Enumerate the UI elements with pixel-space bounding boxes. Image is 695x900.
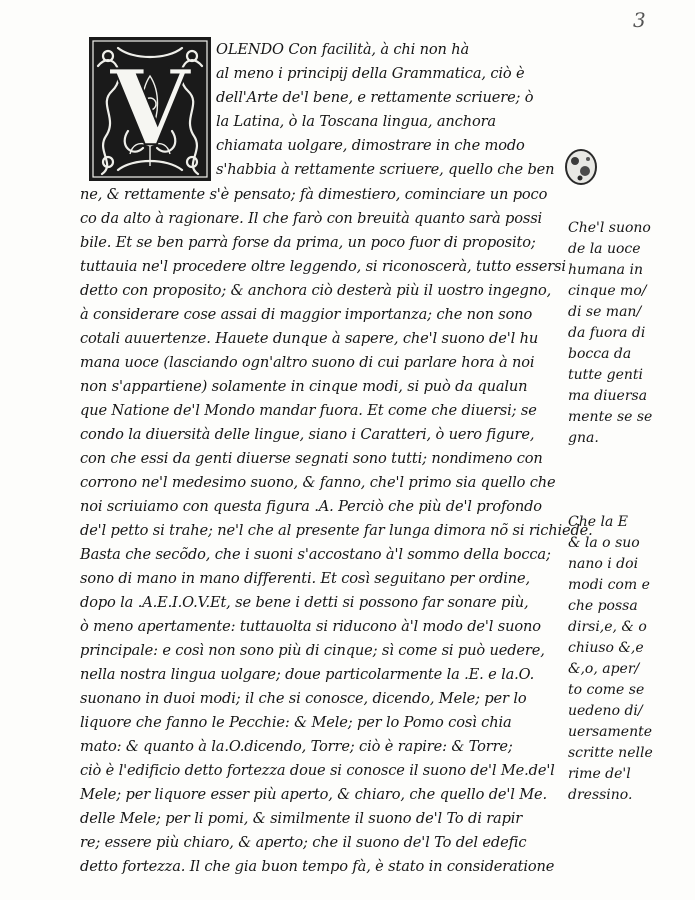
text-line: sono di mano in mano differenti. Et così seguitano per ordine, <box>80 570 531 587</box>
margin-note-line: chiuso &,e <box>568 640 644 656</box>
margin-note-line: cinque mo/ <box>568 283 647 299</box>
text-line: à considerare cose assai di maggior importanza; che non sono <box>80 306 533 323</box>
initial-letter-glyph: V <box>109 46 191 169</box>
margin-note-line: Che'l suono <box>568 220 651 236</box>
text-line: chiamata uolgare, dimostrare in che modo <box>216 137 525 154</box>
margin-note-line: bocca da <box>568 346 632 362</box>
margin-note-line: gna. <box>568 430 599 446</box>
text-line: mana uoce (lasciando ogn'altro suono di cui parlare hora à noi <box>80 354 535 371</box>
text-line: noi scriuiamo con questa figura .A. Perciò che più de'l profondo <box>80 498 542 515</box>
margin-note-line: humana in <box>568 262 643 278</box>
text-line: dopo la .A.E.I.O.V.Et, se bene i detti si possono far sonare più, <box>80 594 529 611</box>
margin-note-line: tutte genti <box>568 367 643 383</box>
text-line: con che essi da genti diuerse segnati sono tutti; nondimeno con <box>80 450 543 467</box>
text-line: al meno i principij della Grammatica, ciò è <box>216 65 525 82</box>
text-line: dell'Arte de'l bene, e rettamente scriuere; ò <box>216 89 534 106</box>
text-line: cotali auuertenze. Hauete dunque à sapere, che'l suono de'l hu <box>80 330 539 347</box>
text-line: la Latina, ò la Toscana lingua, anchora <box>216 113 496 130</box>
margin-note-line: rime de'l <box>568 766 631 782</box>
margin-note-line: mente se se <box>568 409 653 425</box>
text-line: OLENDO Con facilità, à chi non hà <box>216 41 470 58</box>
margin-note-line: da fuora di <box>568 325 646 341</box>
text-line: detto fortezza. Il che gia buon tempo fà, è stato in consideratione <box>80 858 555 875</box>
text-line: ciò è l'edificio detto fortezza doue si conosce il suono de'l Me.de'l <box>80 762 555 779</box>
text-line: co da alto à ragionare. Il che farò con breuità quanto sarà possi <box>80 210 543 227</box>
margin-note-line: Che la E <box>568 514 628 530</box>
text-line: ne, & rettamente s'è pensato; fà dimestiero, cominciare un poco <box>80 186 548 203</box>
text-line: ò meno apertamente: tuttauolta si riducono à'l modo de'l suono <box>80 618 541 635</box>
text-line: detto con proposito; & anchora ciò desterà più il uostro ingegno, <box>80 282 552 299</box>
margin-note-line: &,o, aper/ <box>568 661 640 677</box>
margin-note-line: to come se <box>568 682 645 698</box>
margin-note-line: scritte nelle <box>568 745 653 761</box>
text-line: nella nostra lingua uolgare; doue particolarmente la .E. e la.O. <box>80 666 535 683</box>
margin-note-line: che possa <box>568 598 638 614</box>
text-line: suonano in duoi modi; il che si conosce, dicendo, Mele; per lo <box>80 690 527 707</box>
decorated-initial-letter <box>88 36 212 182</box>
margin-note-line: uersamente <box>568 724 653 740</box>
margin-note-line: uedeno di/ <box>568 703 643 719</box>
text-line: mato: & quanto à la.O.dicendo, Torre; ciò è rapire: & Torre; <box>80 738 513 755</box>
text-line: bile. Et se ben parrà forse da prima, un poco fuor di proposito; <box>80 234 536 251</box>
text-line: condo la diuersità delle lingue, siano i Caratteri, ò uero figure, <box>80 426 535 443</box>
margin-note-line: nano i doi <box>568 556 639 572</box>
woodcut-initial-image <box>88 36 212 182</box>
text-line: liquore che fanno le Pecchie: & Mele; per lo Pomo così chia <box>80 714 512 731</box>
text-line: corrono ne'l medesimo suono, & fanno, che'l primo sia quello che <box>80 474 556 491</box>
text-line: s'habbia à rettamente scriuere, quello che ben <box>216 161 555 178</box>
margin-note-line: de la uoce <box>568 241 641 257</box>
text-line: delle Mele; per li pomi, & similmente il suono de'l To di rapir <box>80 810 523 827</box>
page-number: 3 <box>633 8 646 32</box>
text-line: que Natione de'l Mondo mandar fuora. Et come che diuersi; se <box>80 402 537 419</box>
ink-blot-stain <box>563 147 599 187</box>
margin-note-line: dirsi,e, & o <box>568 619 647 635</box>
text-line: non s'appartiene) solamente in cinque modi, si può da qualun <box>80 378 528 395</box>
margin-note-line: di se man/ <box>568 304 642 320</box>
text-line: Mele; per liquore esser più aperto, & chiaro, che quello de'l Me. <box>80 786 548 803</box>
margin-note-line: & la o suo <box>568 535 640 551</box>
text-line: re; essere più chiaro, & aperto; che il suono de'l To del edefic <box>80 834 527 851</box>
text-line: de'l petto si trahe; ne'l che al presente far lunga dimora nõ si richiede. <box>80 522 593 539</box>
text-line: principale: e così non sono più di cinque; sì come si può uedere, <box>80 642 545 659</box>
margin-note-line: ma diuersa <box>568 388 648 404</box>
text-line: tuttauia ne'l procedere oltre leggendo, si riconoscerà, tutto essersi <box>80 258 566 275</box>
margin-note-line: dressino. <box>568 787 633 803</box>
margin-note-line: modi com e <box>568 577 650 593</box>
text-line: Basta che secõdo, che i suoni s'accostano à'l sommo della bocca; <box>80 546 551 563</box>
